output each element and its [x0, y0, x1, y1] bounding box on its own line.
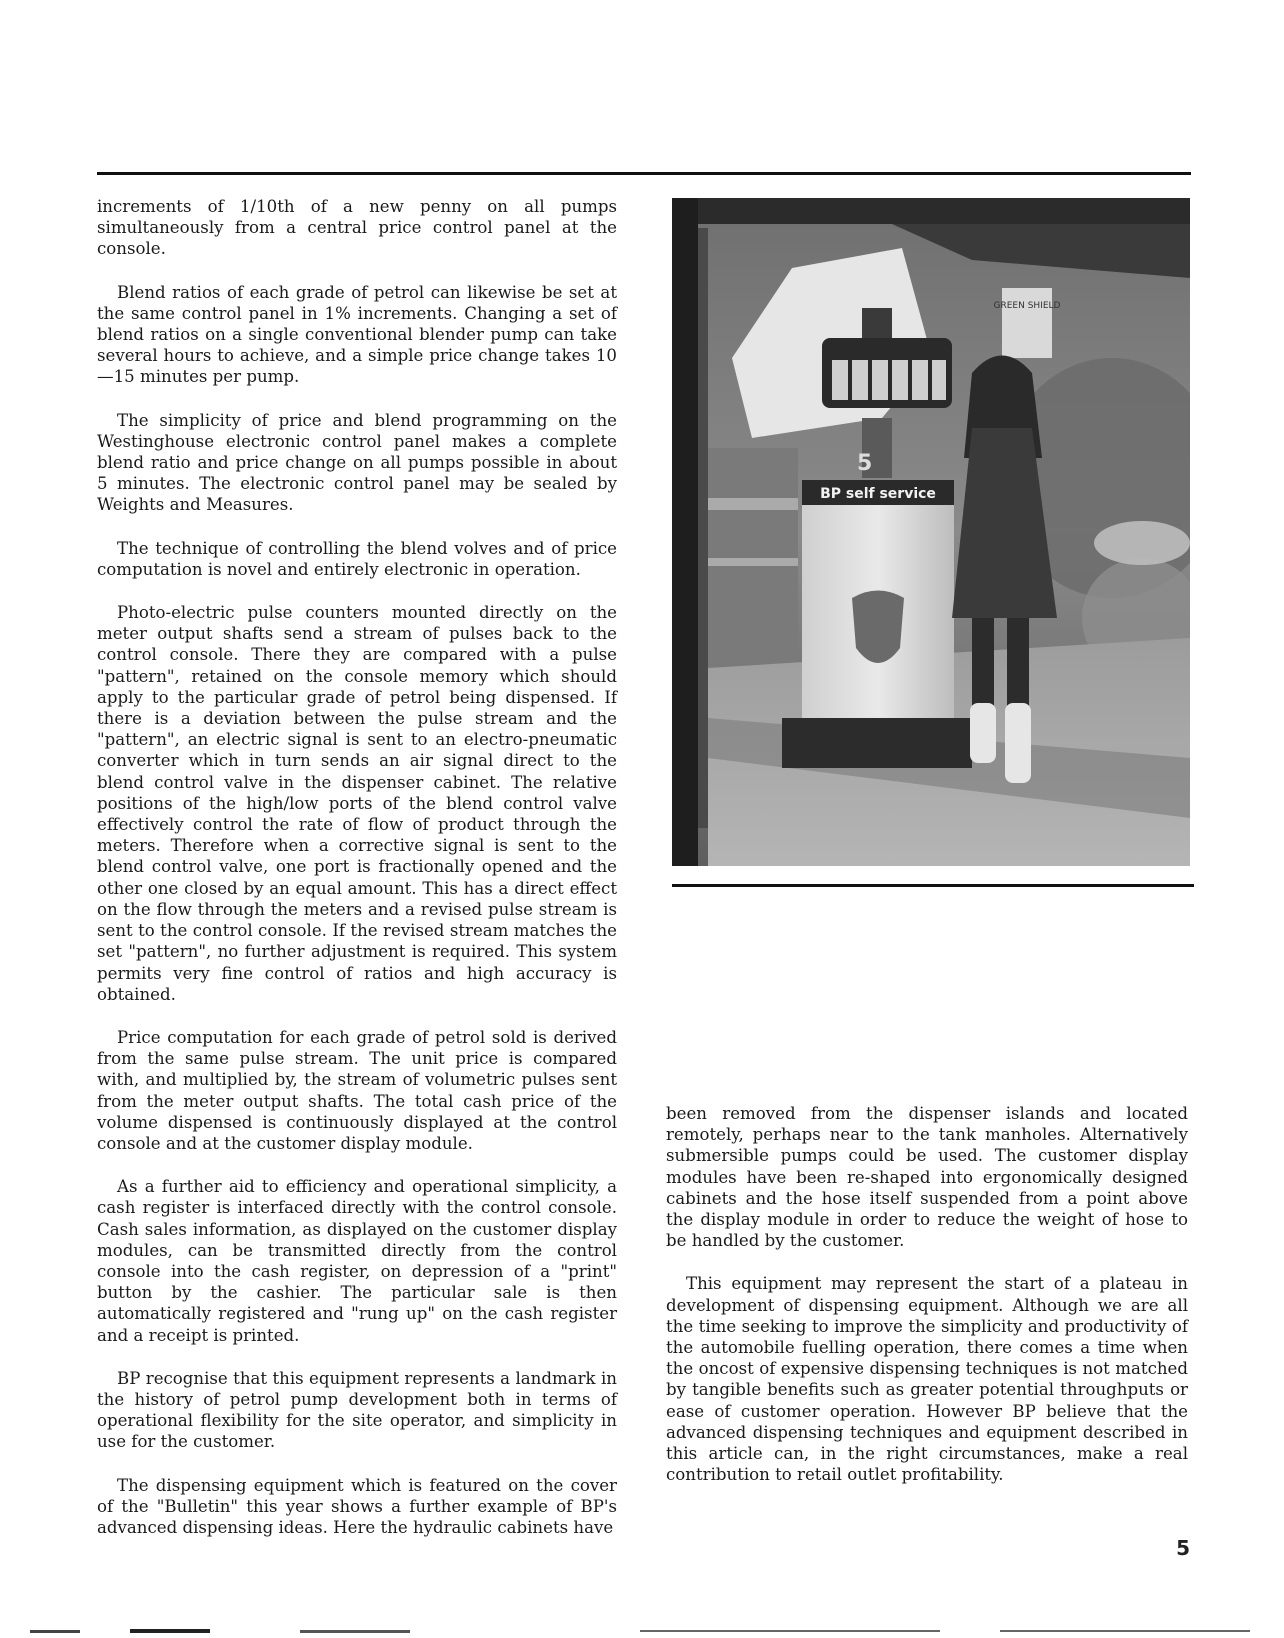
paragraph: BP recognise that this equipment represents a landmark in the history of petrol pump development both in terms of operational flexibility for the site operator, and simplicity in use for the customer. [97, 1368, 617, 1452]
paragraph: This equipment may represent the start of a plateau in development of dispensing equipment. Although we are all the time seeking to improve the simplicity and productivity of the automobile fuelling operation, there comes a time when the oncost of expensive dispensing techniques is not matched by tangible benefits such as greater potential throughputs or ease of customer operation. However BP believe that the advanced dispensing techniques and equipment described in this article can, in the right circumstances, make a real contribution to retail outlet profitability. [666, 1274, 1188, 1485]
paragraph: As a further aid to efficiency and operational simplicity, a cash register is interfaced directly with the control console. Cash sales information, as displayed on the customer display modules, can be transmitted directly from the control console into the cash register, on depression of a "print" button by the cashier. The particular sale is then automatically registered and "rung up" on the cash register and a receipt is printed. [97, 1177, 617, 1345]
top-rule [97, 172, 1191, 175]
paragraph: The simplicity of price and blend programming on the Westinghouse electronic control panel makes a complete blend ratio and price change on all pumps possible in about 5 minutes. The electronic control panel may be sealed by Weights and Measures. [97, 410, 617, 515]
paragraph: been removed from the dispenser islands and located remotely, perhaps near to the tank manholes. Alternatively submersible pumps could be used. The customer display modules have been re-shaped into ergonomically designed cabinets and the hose itself suspended from a point above the display module in order to reduce the weight of hose to be handled by the customer. [666, 1104, 1188, 1251]
bp-shield-icon [852, 591, 904, 664]
paragraph: The dispensing equipment which is featured on the cover of the "Bulletin" this year shows a further example of BP's advanced dispensing ideas. Here the hydraulic cabinets have [97, 1475, 617, 1537]
side-sign-text: GREEN SHIELD [993, 301, 1061, 311]
paragraph: Blend ratios of each grade of petrol can likewise be set at the same control panel in 1% increments. Changing a set of blend ratios on a single conventional blender pump can take several hours to achieve, and a simple price change takes 10—15 minutes per pump. [97, 282, 617, 387]
side-sign [1002, 288, 1052, 358]
paragraph: The technique of controlling the blend volves and of price computation is novel and entirely electronic in operation. [97, 538, 617, 579]
pump-number: 5 [857, 451, 873, 476]
pump-sign-text: BP self service [820, 486, 936, 502]
page-number: 5 [1176, 1536, 1190, 1560]
paragraph: Photo-electric pulse counters mounted directly on the meter output shafts send a stream of pulses back to the control console. There they are compared with a pulse "pattern", retained on the console memory which should apply to the particular grade of petrol being dispensed. If there is a deviation between the pulse stream and the "pattern", an electric signal is sent to an electro-pneumatic converter which in turn sends an air signal direct to the blend control valve in the dispenser cabinet. The relative positions of the high/low ports of the blend control valve effectively control the rate of flow of product through the meters. Therefore when a corrective signal is sent to the blend control valve, one port is fractionally opened and the other one closed by an equal amount. This has a direct effect on the flow through the meters and a revised pulse stream is sent to the control console. If the revised stream matches the set "pattern", no further adjustment is required. This system permits very fine control of ratios and high accuracy is obtained. [97, 603, 617, 1004]
bottom-scan-marks [0, 1628, 1284, 1634]
paragraph: increments of 1/10th of a new penny on all pumps simultaneously from a central price control panel at the console. [97, 197, 617, 259]
right-column [666, 1103, 1188, 1507]
paragraph: Price computation for each grade of petrol sold is derived from the same pulse stream. The unit price is compared with, and multiplied by, the stream of volumetric pulses sent from the meter output shafts. The total cash price of the volume dispensed is continuously displayed at the control console and at the customer display module. [97, 1027, 617, 1153]
pump-photo [672, 198, 1190, 866]
left-column [97, 196, 617, 1560]
photo-rule [672, 884, 1194, 887]
